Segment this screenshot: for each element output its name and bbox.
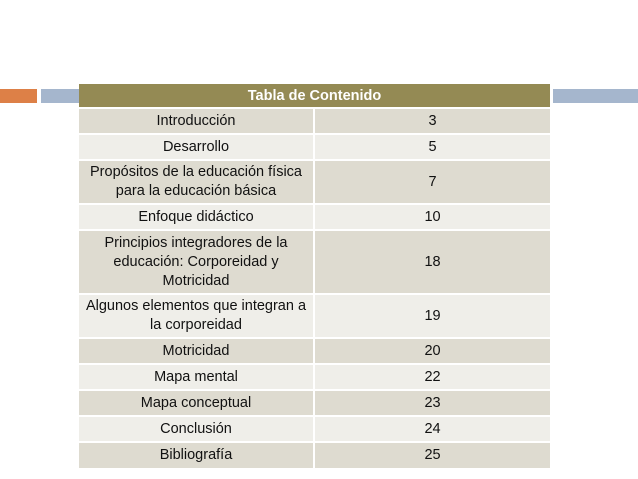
decorative-bar-orange [0, 89, 37, 103]
table-row [79, 364, 550, 390]
row-topic: Mapa conceptual [79, 390, 314, 416]
row-topic: Conclusión [79, 416, 314, 442]
row-page: 20 [314, 338, 550, 364]
row-page: 3 [314, 108, 550, 134]
row-page: 24 [314, 416, 550, 442]
row-topic: Mapa mental [79, 364, 314, 390]
row-topic: Introducción [79, 108, 314, 134]
row-topic: Principios integradores de la educación: Corporeidad y Motricidad [79, 230, 314, 294]
table-row [79, 230, 550, 294]
table-row [79, 442, 550, 468]
row-page: 10 [314, 204, 550, 230]
table-row [79, 390, 550, 416]
decorative-bar-blue-right [553, 89, 638, 103]
row-page: 25 [314, 442, 550, 468]
table-row [79, 160, 550, 204]
row-topic: Desarrollo [79, 134, 314, 160]
table-row [79, 108, 550, 134]
row-page: 7 [314, 160, 550, 204]
table-row [79, 134, 550, 160]
row-page: 23 [314, 390, 550, 416]
table-header-row [79, 84, 550, 108]
decorative-bar-blue-left [41, 89, 79, 103]
table-row [79, 294, 550, 338]
row-topic: Motricidad [79, 338, 314, 364]
table-title: Tabla de Contenido [79, 84, 550, 108]
table-of-contents [79, 84, 550, 468]
row-page: 5 [314, 134, 550, 160]
row-topic: Algunos elementos que integran a la corporeidad [79, 294, 314, 338]
table-row [79, 338, 550, 364]
row-page: 18 [314, 230, 550, 294]
row-page: 22 [314, 364, 550, 390]
table-row [79, 416, 550, 442]
table-row [79, 204, 550, 230]
row-topic: Bibliografía [79, 442, 314, 468]
row-topic: Enfoque didáctico [79, 204, 314, 230]
row-page: 19 [314, 294, 550, 338]
row-topic: Propósitos de la educación física para la educación básica [79, 160, 314, 204]
